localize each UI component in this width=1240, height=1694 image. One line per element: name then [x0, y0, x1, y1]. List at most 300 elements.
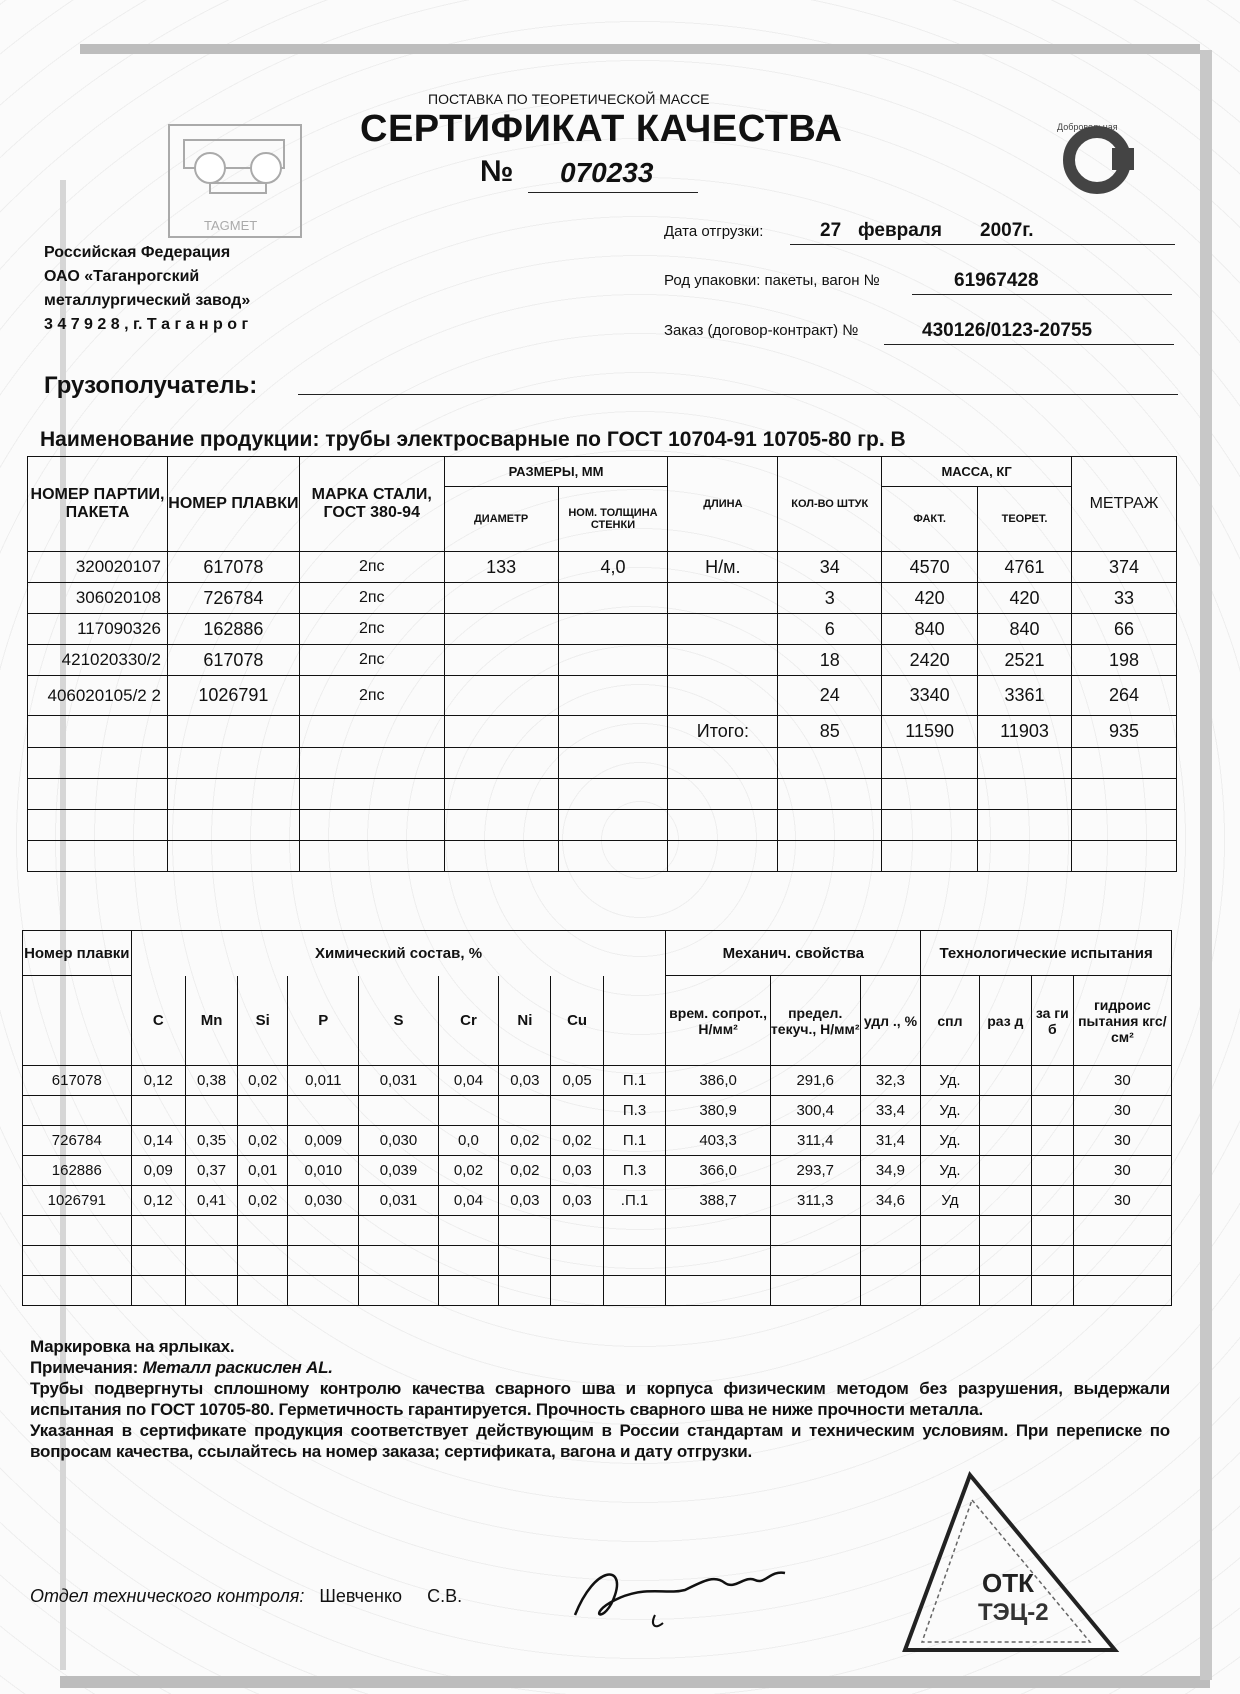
empty-cell	[978, 779, 1072, 810]
table-row	[23, 1186, 1172, 1216]
cell-chem: 0,09	[131, 1156, 185, 1186]
col-length: ДЛИНА	[668, 457, 778, 552]
col-element: Si	[238, 976, 288, 1066]
empty-cell	[1073, 1276, 1171, 1306]
cell-qty: 24	[778, 676, 882, 716]
compliance-paragraph: Указанная в сертификате продукция соответствует действующим в России стандартам и техническим условиям. При переписке по вопросам качества, ссылайтесь на номер заказа; сертификата, вагона и дату отгрузки.	[30, 1421, 1170, 1461]
col-element: Cu	[551, 976, 603, 1066]
cell-elong: 34,6	[860, 1186, 921, 1216]
cell-heat	[23, 1096, 132, 1126]
cell-chem	[131, 1096, 185, 1126]
col-heat: НОМЕР ПЛАВКИ	[167, 457, 299, 552]
cell-chem: 0,03	[499, 1186, 551, 1216]
total-meterage: 935	[1071, 716, 1176, 748]
wagon-underline	[912, 294, 1172, 295]
empty-cell	[921, 1246, 979, 1276]
cell-flare	[979, 1186, 1031, 1216]
cell-elong: 31,4	[860, 1126, 921, 1156]
cell-chem: 0,05	[551, 1066, 603, 1096]
empty-cell	[666, 1216, 770, 1246]
cell-chem	[359, 1096, 438, 1126]
empty-row	[28, 779, 1177, 810]
col-bend: за ги б	[1031, 976, 1073, 1066]
cell-chem: 0,02	[438, 1156, 499, 1186]
cell-hydro: 30	[1073, 1096, 1171, 1126]
cell-meterage: 66	[1071, 614, 1176, 645]
cell-chem: 0,0	[438, 1126, 499, 1156]
col-mass: МАССА, КГ	[882, 457, 1072, 487]
cell-length	[668, 583, 778, 614]
cell-batch: 117090326	[28, 614, 168, 645]
empty-cell	[978, 748, 1072, 779]
cell-batch: 306020108	[28, 583, 168, 614]
order-number: 430126/0123-20755	[922, 320, 1093, 341]
empty-cell	[558, 748, 668, 779]
certificate-number: 070233	[560, 157, 654, 188]
empty-cell	[921, 1216, 979, 1246]
empty-cell	[444, 841, 558, 872]
empty-cell	[299, 841, 444, 872]
org-country: Российская Федерация	[44, 244, 231, 261]
col-grade: МАРКА СТАЛИ, ГОСТ 380-94	[299, 457, 444, 552]
empty-cell	[778, 748, 882, 779]
empty-cell	[1073, 1246, 1171, 1276]
empty-cell	[551, 1276, 603, 1306]
cell-theor: 840	[978, 614, 1072, 645]
col-sample	[603, 976, 666, 1066]
empty-cell	[921, 1276, 979, 1306]
col-hydro: гидроис пытания кгс/см²	[1073, 976, 1171, 1066]
cell-meterage: 264	[1071, 676, 1176, 716]
scan-edge-right	[1200, 50, 1212, 1680]
empty-cell	[438, 1216, 499, 1246]
cell-tensile: 386,0	[666, 1066, 770, 1096]
empty-cell	[23, 1246, 132, 1276]
cell-chem	[499, 1096, 551, 1126]
cell-chem: 0,02	[499, 1126, 551, 1156]
consignee-underline	[298, 394, 1178, 395]
cell-bend	[1031, 1126, 1073, 1156]
col-elong: удл ., %	[860, 976, 921, 1066]
cell-batch: 320020107	[28, 552, 168, 583]
empty-cell	[1071, 748, 1176, 779]
empty-cell	[978, 810, 1072, 841]
cell-yield: 293,7	[770, 1156, 860, 1186]
stamp-line1: ОТК	[982, 1568, 1034, 1598]
cell-qty: 6	[778, 614, 882, 645]
cell-hydro: 30	[1073, 1066, 1171, 1096]
cell-meterage: 374	[1071, 552, 1176, 583]
empty-cell	[299, 716, 444, 748]
cell-chem	[288, 1096, 359, 1126]
cell-tensile: 380,9	[666, 1096, 770, 1126]
cell-chem: 0,04	[438, 1186, 499, 1216]
col-element: Ni	[499, 976, 551, 1066]
empty-cell	[666, 1276, 770, 1306]
cell-chem: 0,009	[288, 1126, 359, 1156]
date-underline	[790, 244, 1175, 245]
empty-cell	[131, 1216, 185, 1246]
cell-heat: 726784	[167, 583, 299, 614]
cell-chem: 0,031	[359, 1186, 438, 1216]
empty-cell	[438, 1246, 499, 1276]
empty-cell	[558, 779, 668, 810]
cell-chem: 0,02	[238, 1186, 288, 1216]
cell-yield: 311,3	[770, 1186, 860, 1216]
table-row	[28, 552, 1177, 583]
svg-text:Добровольная: Добровольная	[1057, 122, 1118, 132]
cell-chem: 0,04	[438, 1066, 499, 1096]
col-heat-empty	[23, 976, 132, 1066]
empty-cell	[299, 779, 444, 810]
cell-sample: П.3	[603, 1096, 666, 1126]
ship-date-year: 2007г.	[980, 220, 1034, 241]
cell-heat: 726784	[23, 1126, 132, 1156]
cell-fact: 840	[882, 614, 978, 645]
handwritten-signature-icon	[555, 1555, 815, 1635]
cell-wall	[558, 645, 668, 676]
empty-cell	[288, 1216, 359, 1246]
cell-chem: 0,38	[185, 1066, 237, 1096]
cell-flat: Уд.	[921, 1126, 979, 1156]
empty-cell	[1071, 779, 1176, 810]
cell-chem	[238, 1096, 288, 1126]
empty-cell	[860, 1276, 921, 1306]
cell-hydro: 30	[1073, 1126, 1171, 1156]
qc-dept-label: Отдел технического контроля:	[30, 1586, 305, 1606]
empty-cell	[882, 841, 978, 872]
cell-hydro: 30	[1073, 1156, 1171, 1186]
logo-text: TAGMET	[204, 218, 258, 233]
empty-row	[23, 1246, 1172, 1276]
empty-cell	[28, 748, 168, 779]
cell-heat: 617078	[167, 552, 299, 583]
empty-cell	[603, 1216, 666, 1246]
cell-batch: 421020330/2	[28, 645, 168, 676]
empty-cell	[438, 1276, 499, 1306]
scan-edge-bottom	[60, 1676, 1210, 1688]
col-heat-number: Номер плавки	[23, 931, 132, 976]
cell-chem: 0,35	[185, 1126, 237, 1156]
cell-length: Н/м.	[668, 552, 778, 583]
cell-chem: 0,030	[288, 1186, 359, 1216]
product-name: Наименование продукции: трубы электросварные по ГОСТ 10704-91 10705-80 гр. В	[40, 428, 906, 451]
cell-chem: 0,039	[359, 1156, 438, 1186]
empty-cell	[668, 841, 778, 872]
ship-date-day: 27	[820, 220, 842, 241]
empty-cell	[603, 1276, 666, 1306]
cell-chem	[185, 1096, 237, 1126]
col-mass-theor: ТЕОРЕТ.	[978, 487, 1072, 552]
cell-chem: 0,12	[131, 1066, 185, 1096]
remarks-line	[30, 1357, 1170, 1378]
empty-cell	[1031, 1276, 1073, 1306]
cell-chem: 0,03	[551, 1156, 603, 1186]
empty-cell	[288, 1276, 359, 1306]
col-flat: спл	[921, 976, 979, 1066]
empty-cell	[131, 1276, 185, 1306]
empty-cell	[359, 1246, 438, 1276]
cell-flat: Уд.	[921, 1096, 979, 1126]
cell-bend	[1031, 1096, 1073, 1126]
cell-diameter	[444, 645, 558, 676]
empty-cell	[979, 1246, 1031, 1276]
empty-cell	[778, 841, 882, 872]
package-label: Род упаковки: пакеты, вагон №	[664, 272, 880, 289]
cell-diameter	[444, 676, 558, 716]
delivery-note: ПОСТАВКА ПО ТЕОРЕТИЧЕСКОЙ МАССЕ	[428, 91, 710, 107]
total-label: Итого:	[668, 716, 778, 748]
col-yield: предел. текуч., Н/мм²	[770, 976, 860, 1066]
empty-row	[28, 810, 1177, 841]
empty-cell	[359, 1276, 438, 1306]
empty-cell	[444, 810, 558, 841]
tagmet-logo	[168, 124, 302, 238]
table-row	[23, 1156, 1172, 1186]
cell-chem: 0,41	[185, 1186, 237, 1216]
empty-cell	[444, 748, 558, 779]
empty-row	[23, 1276, 1172, 1306]
inspection-paragraph: Трубы подвергнуты сплошному контролю качества сварного шва и корпуса физическим методом без разрушения, выдержали испытания по ГОСТ 10705-80. Герметичность гарантируется. Прочность сварного шва не ниже прочности металла.	[30, 1379, 1170, 1419]
org-address: 3 4 7 9 2 8 , г. Т а г а н р о г	[44, 316, 249, 333]
cell-meterage: 33	[1071, 583, 1176, 614]
col-tensile: врем. сопрот., Н/мм²	[666, 976, 770, 1066]
shipment-table	[27, 456, 1177, 872]
table-row	[23, 1066, 1172, 1096]
cell-meterage: 198	[1071, 645, 1176, 676]
cell-wall	[558, 583, 668, 614]
empty-cell	[668, 779, 778, 810]
cell-chem: 0,02	[551, 1126, 603, 1156]
col-element: P	[288, 976, 359, 1066]
cell-flat: Уд	[921, 1186, 979, 1216]
ship-date-month: февраля	[858, 220, 942, 241]
empty-cell	[238, 1246, 288, 1276]
col-chem-composition: Химический состав, %	[131, 931, 666, 976]
cell-theor: 4761	[978, 552, 1072, 583]
cell-chem: 0,14	[131, 1126, 185, 1156]
notes-block	[30, 1336, 1170, 1462]
table-row	[28, 614, 1177, 645]
cell-qty: 3	[778, 583, 882, 614]
cell-batch: 406020105/2 2	[28, 676, 168, 716]
cell-grade: 2пс	[299, 583, 444, 614]
cell-heat: 617078	[167, 645, 299, 676]
empty-cell	[167, 841, 299, 872]
cell-flare	[979, 1126, 1031, 1156]
cell-heat: 1026791	[167, 676, 299, 716]
empty-cell	[882, 810, 978, 841]
empty-cell	[131, 1246, 185, 1276]
cell-chem: 0,03	[551, 1186, 603, 1216]
cell-wall: 4,0	[558, 552, 668, 583]
cell-diameter	[444, 583, 558, 614]
cell-fact: 420	[882, 583, 978, 614]
table-row	[28, 676, 1177, 716]
col-wall: НОМ. ТОЛЩИНА СТЕНКИ	[558, 487, 668, 552]
col-mass-fact: ФАКТ.	[882, 487, 978, 552]
empty-cell	[499, 1216, 551, 1246]
cell-heat: 1026791	[23, 1186, 132, 1216]
cell-grade: 2пс	[299, 676, 444, 716]
empty-cell	[28, 841, 168, 872]
consignee-label: Грузополучатель:	[44, 372, 258, 399]
cell-sample: П.1	[603, 1066, 666, 1096]
empty-cell	[666, 1246, 770, 1276]
order-label: Заказ (договор-контракт) №	[664, 322, 859, 339]
empty-cell	[551, 1246, 603, 1276]
empty-cell	[238, 1216, 288, 1246]
cell-yield: 311,4	[770, 1126, 860, 1156]
cell-heat: 162886	[23, 1156, 132, 1186]
signature-line	[30, 1586, 462, 1607]
scan-edge-top	[80, 44, 1200, 54]
empty-cell	[770, 1216, 860, 1246]
cell-yield: 291,6	[770, 1066, 860, 1096]
empty-cell	[978, 841, 1072, 872]
empty-cell	[167, 810, 299, 841]
empty-cell	[770, 1246, 860, 1276]
cell-heat: 162886	[167, 614, 299, 645]
empty-cell	[23, 1276, 132, 1306]
total-theor: 11903	[978, 716, 1072, 748]
empty-cell	[238, 1276, 288, 1306]
empty-cell	[23, 1216, 132, 1246]
col-element: Cr	[438, 976, 499, 1066]
cell-qty: 34	[778, 552, 882, 583]
empty-cell	[167, 779, 299, 810]
cell-grade: 2пс	[299, 645, 444, 676]
col-qty: КОЛ-ВО ШТУК	[778, 457, 882, 552]
empty-cell	[185, 1276, 237, 1306]
number-underline	[528, 192, 698, 193]
cell-fact: 3340	[882, 676, 978, 716]
empty-cell	[499, 1246, 551, 1276]
wagon-number: 61967428	[954, 270, 1039, 291]
empty-cell	[551, 1216, 603, 1246]
empty-cell	[288, 1246, 359, 1276]
cell-heat: 617078	[23, 1066, 132, 1096]
col-batch: НОМЕР ПАРТИИ, ПАКЕТА	[28, 457, 168, 552]
cell-diameter	[444, 614, 558, 645]
order-underline	[884, 344, 1174, 345]
cell-flat: Уд.	[921, 1066, 979, 1096]
table-row	[28, 583, 1177, 614]
col-tech-tests: Технологические испытания	[921, 931, 1172, 976]
empty-cell	[860, 1246, 921, 1276]
org-name: ОАО «Таганрогский	[44, 268, 200, 285]
cell-grade: 2пс	[299, 552, 444, 583]
empty-cell	[1031, 1246, 1073, 1276]
col-element: C	[131, 976, 185, 1066]
cell-chem: 0,02	[238, 1126, 288, 1156]
cell-hydro: 30	[1073, 1186, 1171, 1216]
empty-cell	[299, 810, 444, 841]
empty-cell	[299, 748, 444, 779]
cell-elong: 34,9	[860, 1156, 921, 1186]
cell-bend	[1031, 1066, 1073, 1096]
cell-chem: 0,12	[131, 1186, 185, 1216]
empty-cell	[860, 1216, 921, 1246]
cell-chem: 0,011	[288, 1066, 359, 1096]
empty-cell	[558, 810, 668, 841]
col-meterage: МЕТРАЖ	[1071, 457, 1176, 552]
table-row	[23, 1126, 1172, 1156]
cell-tensile: 403,3	[666, 1126, 770, 1156]
cell-chem	[551, 1096, 603, 1126]
col-flare: раз д	[979, 976, 1031, 1066]
cell-tensile: 366,0	[666, 1156, 770, 1186]
otk-stamp-icon	[900, 1470, 1120, 1660]
empty-cell	[778, 810, 882, 841]
empty-row	[23, 1216, 1172, 1246]
empty-cell	[882, 779, 978, 810]
empty-cell	[668, 810, 778, 841]
empty-cell	[778, 779, 882, 810]
empty-cell	[1073, 1216, 1171, 1246]
empty-cell	[1071, 810, 1176, 841]
col-sizes: РАЗМЕРЫ, ММ	[444, 457, 668, 487]
table-row	[23, 1096, 1172, 1126]
rst-mark-icon	[1052, 118, 1152, 198]
cell-fact: 2420	[882, 645, 978, 676]
total-qty: 85	[778, 716, 882, 748]
number-sign: №	[480, 155, 514, 188]
cell-flare	[979, 1066, 1031, 1096]
cell-elong: 33,4	[860, 1096, 921, 1126]
cell-flare	[979, 1156, 1031, 1186]
certification-mark	[1052, 118, 1152, 198]
cell-theor: 3361	[978, 676, 1072, 716]
table-row	[28, 645, 1177, 676]
empty-cell	[28, 716, 168, 748]
col-element: S	[359, 976, 438, 1066]
empty-cell	[28, 810, 168, 841]
cell-chem: 0,031	[359, 1066, 438, 1096]
marking-note: Маркировка на ярлыках.	[30, 1337, 235, 1356]
cell-theor: 420	[978, 583, 1072, 614]
empty-cell	[28, 779, 168, 810]
empty-cell	[444, 779, 558, 810]
empty-cell	[1031, 1216, 1073, 1246]
cell-length	[668, 645, 778, 676]
cell-chem: 0,03	[499, 1066, 551, 1096]
total-fact: 11590	[882, 716, 978, 748]
ship-date-label: Дата отгрузки:	[664, 223, 764, 240]
empty-cell	[979, 1276, 1031, 1306]
cell-chem: 0,02	[238, 1066, 288, 1096]
empty-cell	[444, 716, 558, 748]
cell-chem: 0,02	[499, 1156, 551, 1186]
empty-cell	[359, 1216, 438, 1246]
stamp-line2: ТЭЦ-2	[978, 1599, 1049, 1626]
col-diameter: ДИАМЕТР	[444, 487, 558, 552]
org-name-2: металлургический завод»	[44, 292, 251, 309]
col-element: Mn	[185, 976, 237, 1066]
empty-row	[28, 841, 1177, 872]
cell-sample: .П.1	[603, 1186, 666, 1216]
cell-elong: 32,3	[860, 1066, 921, 1096]
signer-surname: Шевченко	[319, 1586, 403, 1606]
cell-wall	[558, 614, 668, 645]
empty-cell	[603, 1246, 666, 1276]
cell-chem: 0,01	[238, 1156, 288, 1186]
remarks-value: Металл раскислен AL.	[142, 1358, 333, 1377]
empty-cell	[668, 748, 778, 779]
cell-flare	[979, 1096, 1031, 1126]
empty-row	[28, 748, 1177, 779]
empty-cell	[1071, 841, 1176, 872]
